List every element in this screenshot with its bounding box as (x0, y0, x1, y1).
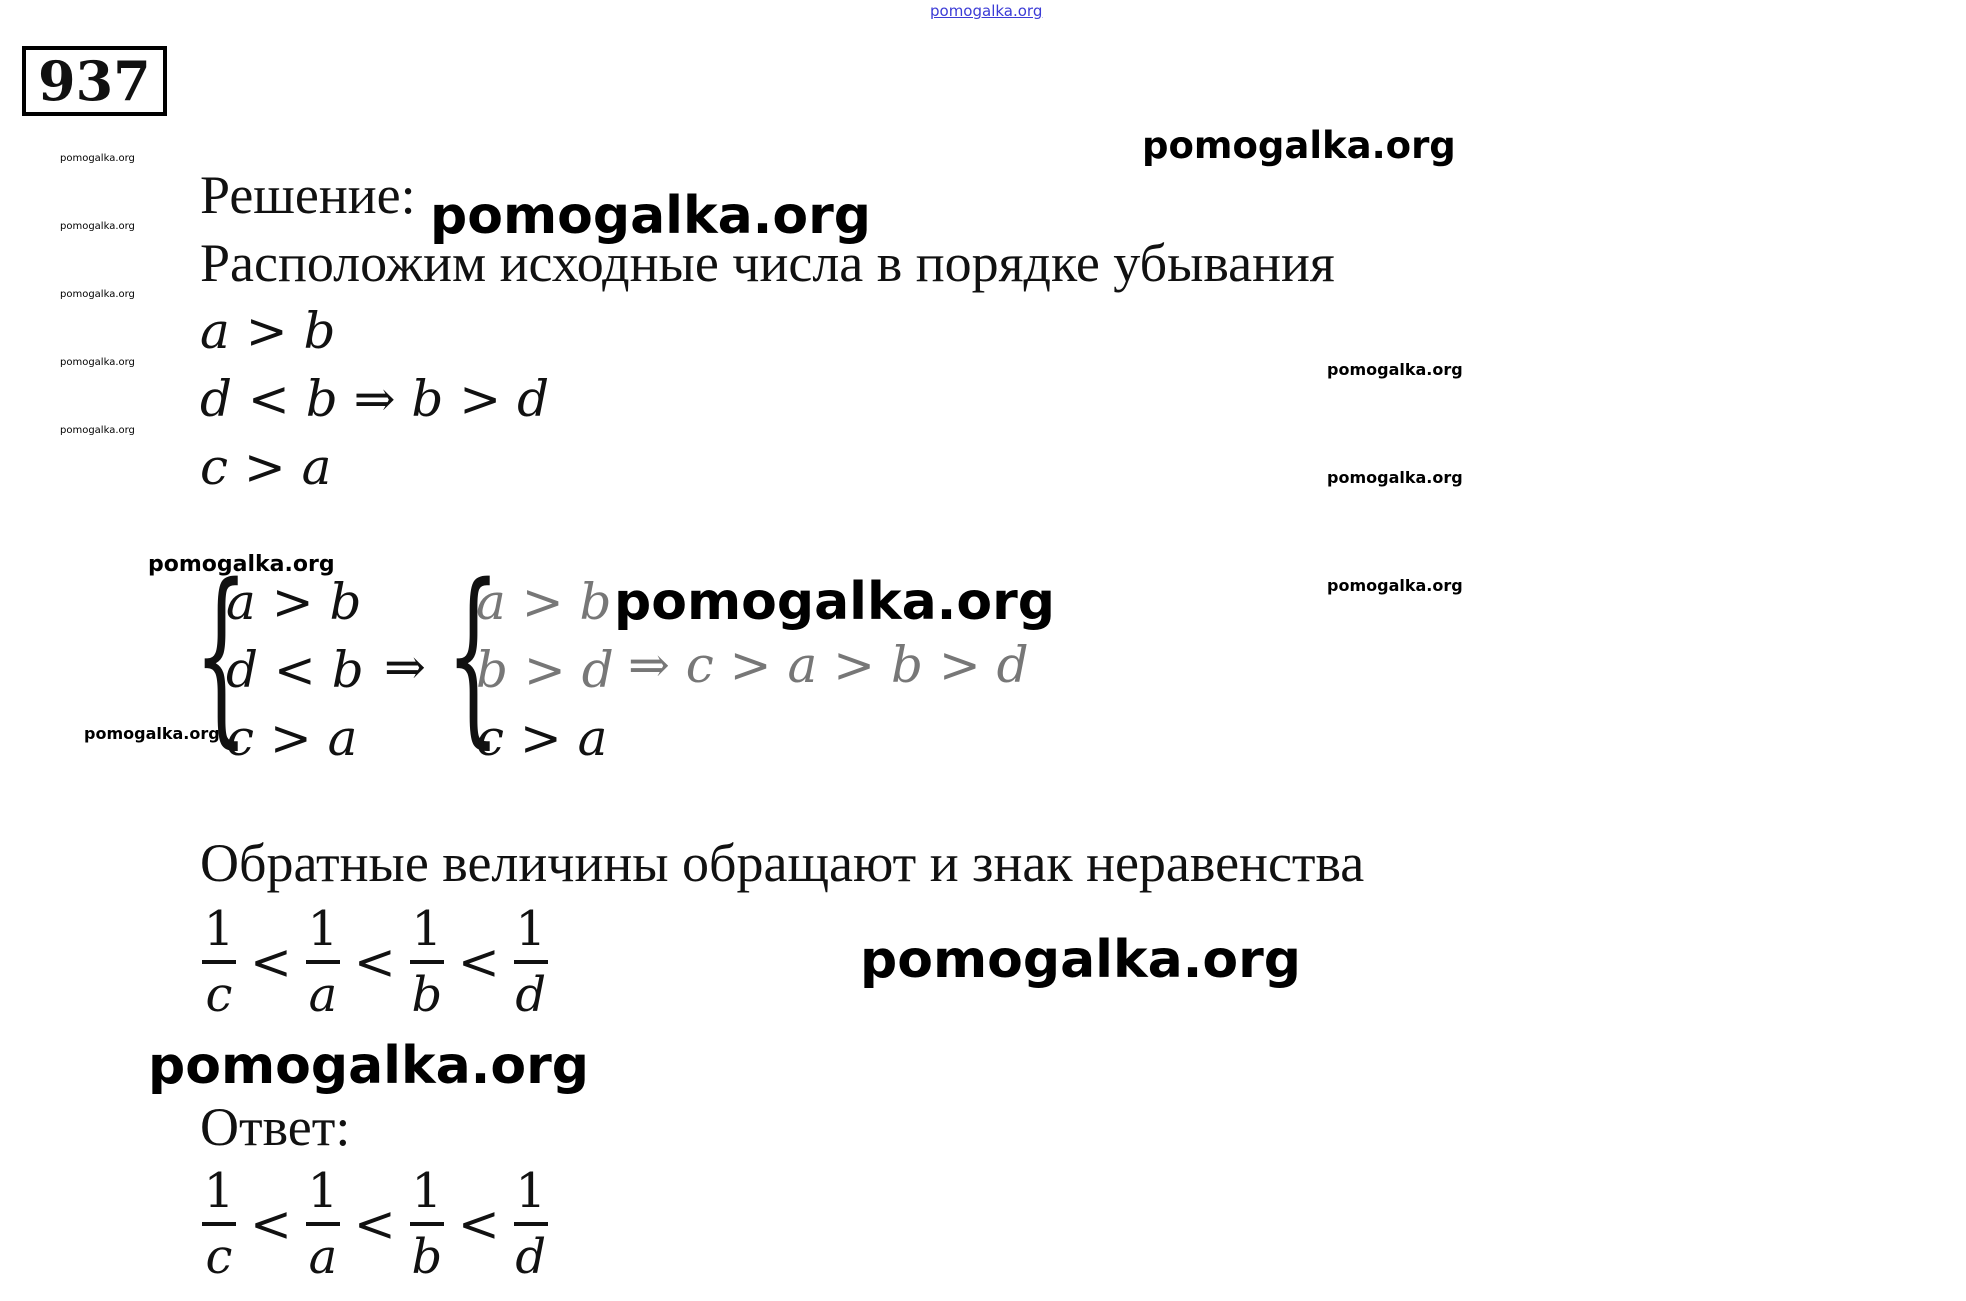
watermark: pomogalka.org (148, 552, 335, 577)
watermark: pomogalka.org (60, 153, 135, 164)
system-brace-left: { (194, 544, 249, 765)
system-right-row: a > b (476, 573, 612, 631)
less-than: < (353, 1195, 396, 1253)
solution-heading: Решение: (200, 165, 416, 225)
less-than: < (250, 933, 292, 991)
fraction (514, 1164, 548, 1284)
system-left (226, 568, 364, 772)
fraction-numerator: 1 (411, 901, 443, 957)
watermark: pomogalka.org (860, 930, 1302, 990)
less-than: < (457, 933, 500, 991)
system-right-row: b > d (476, 641, 614, 699)
watermark: pomogalka.org (60, 289, 135, 300)
watermark: pomogalka.org (84, 724, 220, 743)
fraction (514, 902, 548, 1022)
fraction-denominator: a (308, 1229, 338, 1285)
watermark: pomogalka.org (60, 221, 135, 232)
fraction-bar (202, 1222, 236, 1226)
fraction-numerator: 1 (307, 1163, 339, 1219)
watermark: pomogalka.org (614, 572, 1056, 632)
fraction (410, 902, 444, 1022)
chain-result: ⇒ c > a > b > d (628, 636, 1029, 694)
fraction-numerator: 1 (411, 1163, 443, 1219)
fraction (202, 1164, 236, 1284)
fraction-denominator: c (205, 967, 233, 1023)
watermark: pomogalka.org (430, 186, 872, 246)
implies-arrow: ⇒ (384, 638, 426, 696)
fraction-denominator: b (411, 967, 443, 1023)
less-than: < (457, 1195, 500, 1253)
watermark: pomogalka.org (1327, 468, 1463, 487)
solution-line-2: Обратные величины обращают и знак неравенства (200, 833, 1365, 893)
watermark: pomogalka.org (1327, 360, 1463, 379)
fraction-bar (306, 960, 340, 964)
system-right (476, 568, 614, 772)
system-left-row: a > b (226, 573, 362, 631)
answer-fraction-inequality (194, 1164, 556, 1284)
solution-line-1: Расположим исходные числа в порядке убывания (200, 233, 1335, 293)
less-than: < (353, 933, 396, 991)
fraction-bar (410, 1222, 444, 1226)
system-brace-right: { (446, 544, 501, 765)
fraction-denominator: c (205, 1229, 233, 1285)
watermark: pomogalka.org (60, 425, 135, 436)
fraction (202, 902, 236, 1022)
fraction-numerator: 1 (515, 901, 546, 957)
fraction-bar (306, 1222, 340, 1226)
fraction-bar (410, 960, 444, 964)
fraction-bar (514, 1222, 548, 1226)
fraction-inequality (194, 902, 556, 1022)
site-link[interactable]: pomogalka.org (930, 2, 1043, 20)
watermark: pomogalka.org (1142, 124, 1456, 167)
step-3: c > a (200, 438, 332, 496)
fraction-denominator: d (515, 967, 547, 1023)
fraction (306, 902, 340, 1022)
system-left-row: c > a (226, 709, 358, 767)
fraction (306, 1164, 340, 1284)
fraction-denominator: b (411, 1229, 443, 1285)
fraction-numerator: 1 (307, 901, 339, 957)
answer-label: Ответ: (200, 1097, 351, 1157)
watermark: pomogalka.org (1327, 576, 1463, 595)
watermark: pomogalka.org (60, 357, 135, 368)
problem-number: 937 (22, 46, 167, 116)
less-than: < (250, 1195, 292, 1253)
fraction-denominator: d (515, 1229, 547, 1285)
system-left-row: d < b (226, 641, 364, 699)
watermark: pomogalka.org (148, 1036, 590, 1096)
step-2: d < b ⇒ b > d (200, 370, 550, 428)
fraction-numerator: 1 (203, 1163, 235, 1219)
fraction-bar (514, 960, 548, 964)
fraction (410, 1164, 444, 1284)
fraction-numerator: 1 (515, 1163, 546, 1219)
fraction-bar (202, 960, 236, 964)
fraction-denominator: a (308, 967, 338, 1023)
system-right-row: c > a (476, 709, 608, 767)
fraction-numerator: 1 (203, 901, 235, 957)
step-1: a > b (200, 302, 336, 360)
